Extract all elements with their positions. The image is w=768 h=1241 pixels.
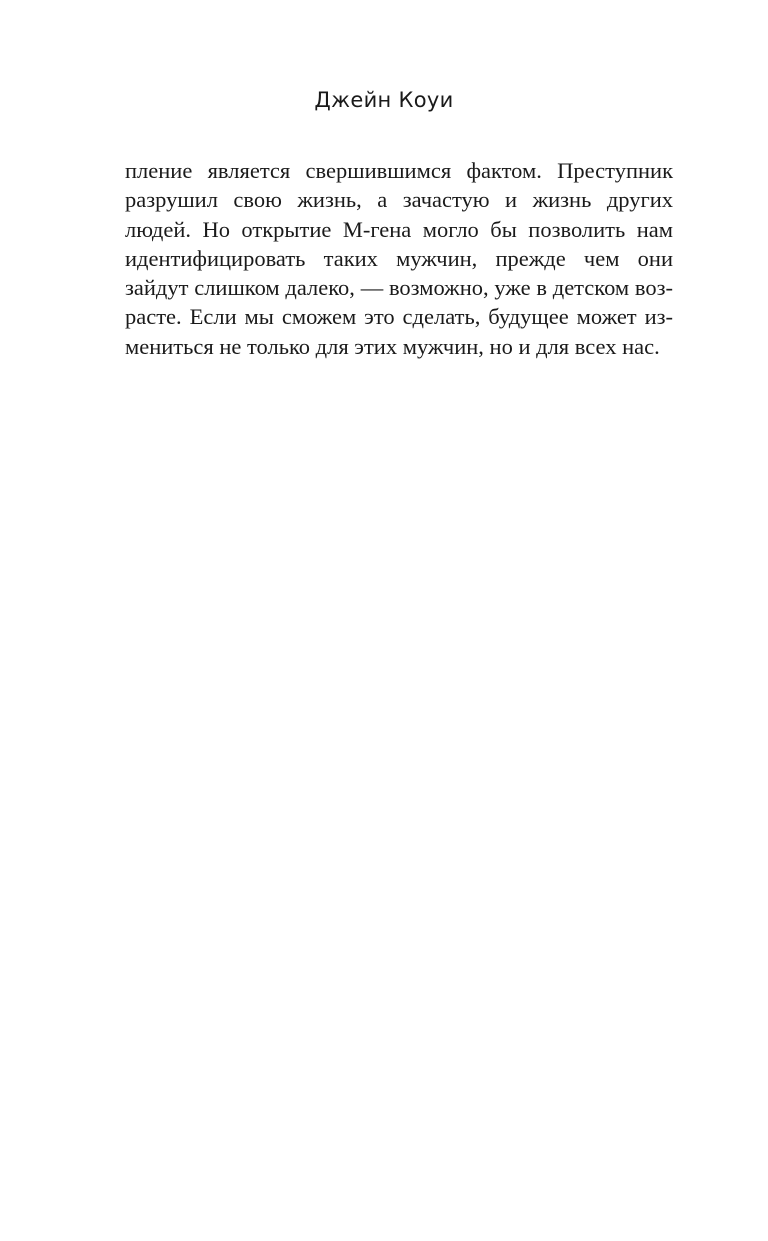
text-line: зайдут слишком далеко, — возможно, уже в детском воз- — [125, 275, 673, 301]
text-line: людей. Но открытие М-гена могло бы позволить нам — [125, 216, 673, 242]
text-line: разрушил свою жизнь, а зачастую и жизнь других — [125, 187, 673, 213]
running-header-author: Джейн Коуи — [314, 88, 454, 112]
text-line: пление является свершившимся фактом. Преступник — [125, 158, 673, 183]
text-line: расте. Если мы сможем это сделать, будущее может из- — [125, 304, 673, 330]
body-paragraph — [125, 156, 673, 361]
text-line: идентифицировать таких мужчин, прежде чем они — [125, 245, 673, 271]
text-line: мениться не только для этих мужчин, но и для всех нас. — [125, 333, 660, 359]
